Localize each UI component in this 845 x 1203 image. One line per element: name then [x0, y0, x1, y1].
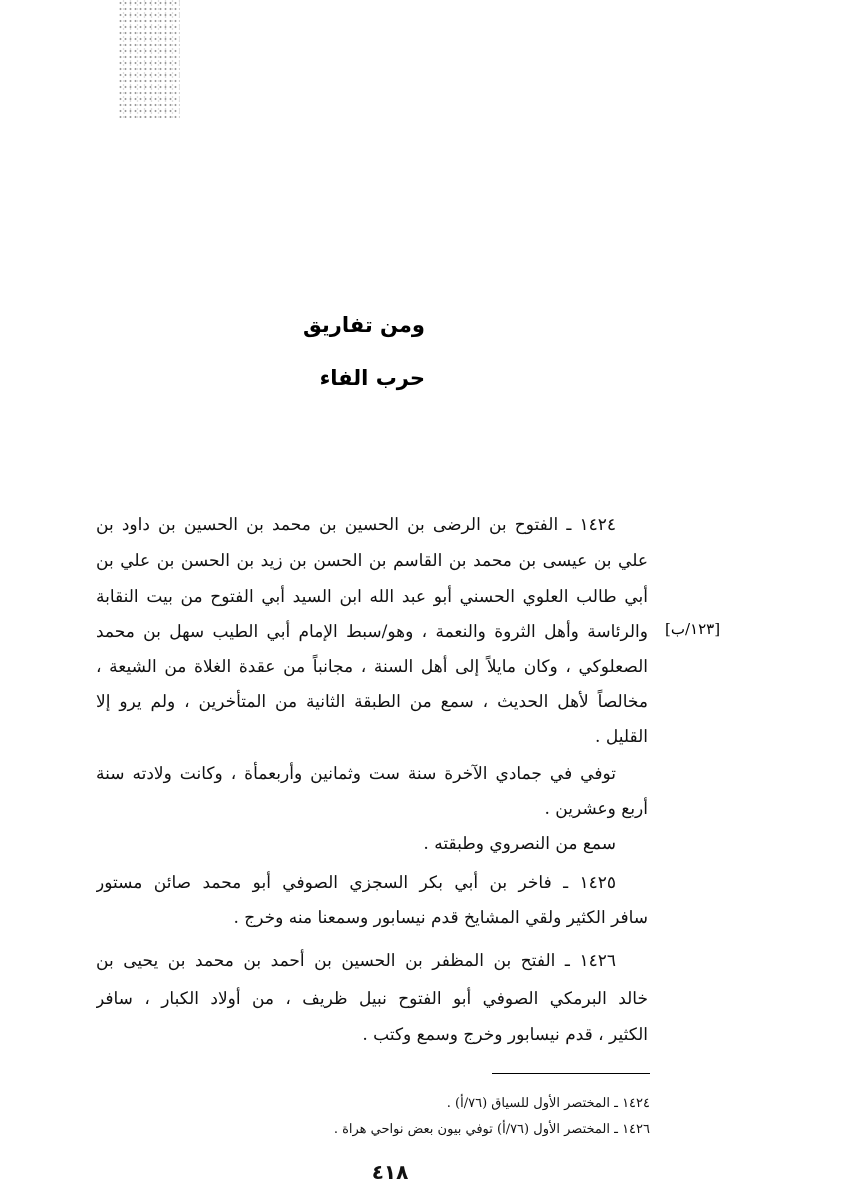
- entry-1425-line-2: سافر الكثير ولقي المشايخ قدم نيسابور وسمعنا منه وخرج .: [233, 908, 648, 928]
- entry-1424-line-2: علي بن عيسى بن محمد بن القاسم بن الحسن بن زيد بن الحسن بن علي بن: [96, 551, 648, 571]
- entry-1426-line-3: الكثير ، قدم نيسابور وخرج وسمع وكتب .: [362, 1025, 648, 1045]
- entry-1426-line-1: ١٤٢٦ ـ الفتح بن المظفر بن الحسين بن أحمد بن محمد بن يحيى بن: [96, 951, 616, 971]
- entry-1424-line-3: أبي طالب العلوي الحسني أبو عبد الله ابن السيد أبي الفتوح من بيت النقابة: [96, 587, 648, 607]
- scan-noise: [118, 0, 180, 118]
- section-title: ومن تفاريق: [302, 313, 425, 337]
- entry-1424-line-7: القليل .: [595, 727, 648, 747]
- entry-1424-line-6: مخالصاً لأهل الحديث ، سمع من الطبقة الثانية من المتأخرين ، ولم يرو إلا: [96, 692, 648, 712]
- entry-1424-line-1: ١٤٢٤ ـ الفتوح بن الرضى بن الحسين بن محمد بن الحسين بن داود بن: [96, 515, 616, 535]
- entry-1424-heard-line: سمع من النصروي وطبقته .: [423, 834, 616, 854]
- section-subtitle: حرب الفاء: [319, 366, 425, 390]
- entry-1424-death-line-1: توفي في جمادي الآخرة سنة ست وثمانين وأربعمأة ، وكانت ولادته سنة: [96, 764, 616, 784]
- footnote-1424: ١٤٢٤ ـ المختصر الأول للسياق (٧٦/أ) .: [446, 1096, 650, 1111]
- footnote-1426: ١٤٢٦ ـ المختصر الأول (٧٦/أ) توفي بيون بعض نواحي هراة .: [333, 1122, 650, 1137]
- entry-1424-line-4: والرئاسة وأهل الثروة والنعمة ، وهو/سبط الإمام أبي الطيب سهل بن محمد: [96, 622, 648, 642]
- entry-1424-death-line-2: أربع وعشرين .: [544, 799, 648, 819]
- manuscript-folio-note: [١٢٣/ب]: [665, 620, 721, 638]
- entry-1424-line-5: الصعلوكي ، وكان مايلاً إلى أهل السنة ، مجانباً من عقدة الغلاة من الشيعة ،: [96, 657, 648, 677]
- footnote-divider: [492, 1073, 650, 1074]
- entry-1425-line-1: ١٤٢٥ ـ فاخر بن أبي بكر السجزي الصوفي أبو محمد صائن مستور: [96, 873, 616, 893]
- page-number: ٤١٨: [371, 1160, 409, 1184]
- entry-1426-line-2: خالد البرمكي الصوفي أبو الفتوح نبيل ظريف ، من أولاد الكبار ، سافر: [96, 989, 648, 1009]
